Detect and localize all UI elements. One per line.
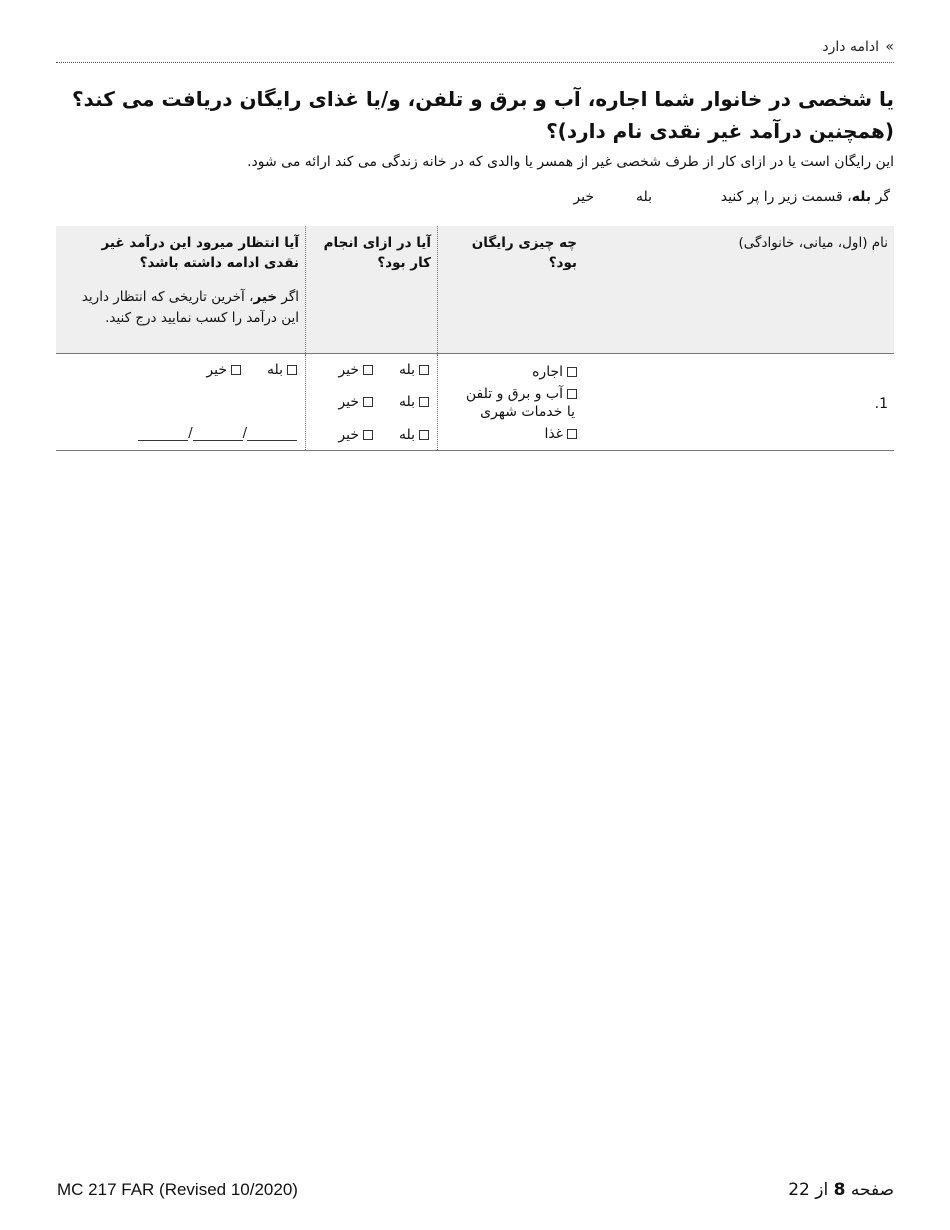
checkbox-no[interactable] bbox=[363, 397, 373, 407]
expected-continue-choice[interactable]: بله خیر bbox=[187, 362, 297, 382]
header-expected-continue-title: آیا انتظار میرود این درآمد غیر نقدی ادامه داشته باشد؟ bbox=[101, 235, 299, 271]
option-utilities-continued: یا خدمات شهری bbox=[480, 404, 575, 420]
expected-continue-cell bbox=[56, 354, 305, 450]
document-page bbox=[56, 0, 894, 1230]
date-day-blank[interactable] bbox=[193, 428, 243, 441]
option-food[interactable]: غذا bbox=[444, 424, 577, 446]
checkbox-yes[interactable] bbox=[419, 365, 429, 375]
option-utilities[interactable]: آب و برق و تلفن bbox=[444, 384, 577, 406]
checkbox-utilities[interactable] bbox=[567, 389, 577, 399]
option-rent[interactable]: اجاره bbox=[444, 362, 577, 384]
checkbox-yes[interactable] bbox=[287, 365, 297, 375]
checkbox-no[interactable] bbox=[363, 365, 373, 375]
date-month-blank[interactable] bbox=[138, 428, 188, 441]
page-indicator: صفحه 8 از 22 bbox=[788, 1180, 894, 1200]
double-chevron-icon: » bbox=[885, 39, 894, 55]
checkbox-yes[interactable] bbox=[419, 397, 429, 407]
continued-text: ادامه دارد bbox=[822, 39, 879, 55]
last-date-field[interactable]: / / bbox=[138, 426, 297, 441]
continued-note bbox=[822, 39, 894, 55]
if-yes-no-option[interactable]: خیر bbox=[573, 189, 594, 205]
checkbox-rent[interactable] bbox=[567, 367, 577, 377]
question-title: یا شخصی در خانوار شما اجاره، آب و برق و تلفن، و/یا غذای رایگان دریافت می کند؟ (همچنین درآمد غیر نقدی نام دارد)؟ bbox=[71, 87, 894, 143]
table-header bbox=[56, 226, 894, 354]
form-id: MC 217 FAR (Revised 10/2020) bbox=[57, 1180, 298, 1199]
header-name: نام (اول، میانی، خانوادگی) bbox=[738, 235, 888, 251]
if-yes-instruction: گر بله، قسمت زیر را پر کنید bbox=[720, 189, 890, 205]
header-what-free: چه چیزی رایگان بود؟ bbox=[437, 226, 583, 353]
header-if-no-instruction: اگر خیر، آخرین تاریخی که انتظار دارید این درآمد را کسب نمایید درج کنید. bbox=[81, 289, 299, 326]
name-cell[interactable] bbox=[583, 354, 894, 450]
what-free-cell bbox=[437, 354, 583, 450]
checkbox-food[interactable] bbox=[567, 429, 577, 439]
row-number: 1. bbox=[874, 396, 888, 412]
for-work-cell bbox=[305, 354, 437, 450]
if-yes-line bbox=[56, 189, 894, 211]
header-for-work: آیا در ازای انجام کار بود؟ bbox=[305, 226, 437, 353]
top-divider bbox=[56, 62, 894, 63]
date-year-blank[interactable] bbox=[247, 428, 297, 441]
checkbox-yes[interactable] bbox=[419, 430, 429, 440]
for-work-rent[interactable]: بله خیر bbox=[319, 362, 429, 382]
for-work-food[interactable]: بله خیر bbox=[319, 427, 429, 447]
checkbox-no[interactable] bbox=[363, 430, 373, 440]
table-row bbox=[56, 354, 894, 451]
checkbox-no[interactable] bbox=[231, 365, 241, 375]
if-yes-yes-option[interactable]: بله bbox=[635, 189, 652, 205]
header-expected-continue bbox=[56, 226, 305, 353]
question-note: این رایگان است یا در ازای کار از طرف شخصی غیر از همسر یا والدی که در خانه زندگی می کند ارائه می شود. bbox=[247, 154, 894, 170]
for-work-utilities[interactable]: بله خیر bbox=[319, 394, 429, 414]
